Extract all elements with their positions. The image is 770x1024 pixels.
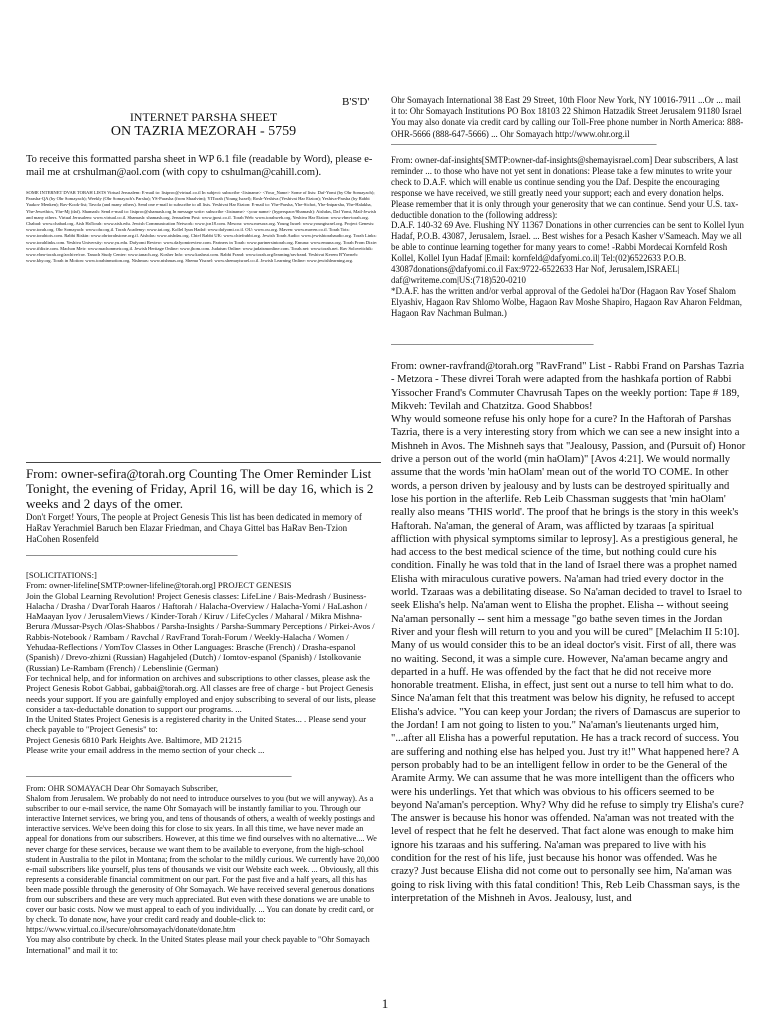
omer-dedication: Don't Forget! Yours, The people at Project Genesis This list has been dedicated in memory of HaRav Yerachmiel Baruch ben Elazar Friedman, and Chaya Gittel bas HaRav Ben-Tzion HaCohen Rosenfeld [26,512,362,544]
ohr-somayach-address: Ohr Somayach International 38 East 29 Street, 10th Floor New York, NY 10016-7911 ...Or ... mail it to: Ohr Somayach Institutions PO Box 18103 22 Shimon Hatzadik Street Jerusalem 91180 Israel You may also donate via credit card by calling our Toll-Free phone number in North America: 888-OHR-5666 (888-647-5666) ... Ohr Somayach http://www.ohr.org.il [391,95,744,139]
divider-line: ___________________________________________________________ [26,768,292,778]
page-number: 1 [381,996,389,1011]
daf-insights-appeal: From: owner-daf-insights[SMTP:owner-daf-insights@shemayisrael.com] Dear subscribers, A last reminder ... to those who have not yet sent in donations: Please take a few minutes to write your check to D.A.F. which will enable us continue sending you the Daf. Despite the encouraging response we have received, we still greatly need your support; each and every donation helps. Please remember that it is only through your generosity that we can continue. Send your U.S. tax-deductible donation to the (following address): D.A.F. 140-32 69 Ave. Flushing NY 11367 Donations in other currencies can be sent to Kollel Iyun Hadaf, P.O.B. 43087, Jerusalem, Israel. ... Best wishes for a Pesach Kasher v'Sameach. May we all be able to continue learning together for many years to come! -Rabbi Mordecai Kornfeld Rosh Kollel, Kollel Iyun Hadaf |Email: kornfeld@dafyomi.co.il| Tel:(02)6522633 P.O.B. 43087donations@dafyomi.co.il Fax:9722-6522633 Har Nof, Jerusalem,ISRAEL| daf@writeme.com|US:(718)520-0210 *D.A.F. has the written and/or verbal approval of the Gedolei ha'Dor (Hagaon Rav Yosef Shalom Elyashiv, Hagaon Rav Shlomo Wolbe, Hagaon Rav Moshe Shapiro, Hagaon Rav Aharon Feldman, Hagaon Rav Nachman Bulman.) [391,155,744,318]
intro-paragraph: To receive this formatted parsha sheet in WP 6.1 file (readable by Word), please e-mail me at crshulman@aol.com (with copy to cshulman@cahill.com). [26,154,373,178]
dvar-torah-lists: SOME INTERNET DVAR TORAH LISTS Virtual Jerusalem: E-mail to: listproc@virtual.co.il In subject: subscribe <listname> <Your_Name> Some of lists: Daf-Yomi (by Ohr Somayach); Parasha-QA (by Ohr Somayach); Weekly (Ohr Somayach's Parsha); YS-Parasha (from Shaalvim); YITorah (Young Israel); Rosh-Yeshiva (Yeshivat Har Etzion); Yeshiva-Parsha (by Rabbi Yaakov Menken); Rav-Kook-list; Tavola (and many others). Send one e-mail to subscribe to all lists. Yeshivat Har Etzion: E-mail to: Yhe-Parsha, Yhe-Sichot, Yhe-Intparsha, Yhe-Halakha, Yhe-Jewethics, Yhe-Mj (daf). Shamash: Send e-mail to: listproc@shamash.org In message write: subscribe <listname> <your name> (hyperspace/Shamash): Aishdas, Daf Yomi, Mail-Jewish and many others. Virtual Jerusalem: www.virtual.co.il. Shamash: shamash.org. Jerusalem Post: www.jpost.co.il. Torah Web: www.torahweb.org. Yeshiva Har Etzion: www.vbm-torah.org. Chabad: www.chabad.org. Aish HaTorah: www.aish.edu. Jewish Communication Network: www.jcn18.com. Mesora: www.mesora.org. Young Israel: www.youngisrael.org. Project Genesis: www.torah.org. Ohr Somayach: www.ohr.org.il. Torah Academy: www.tat.org. Kollel Iyun Hadaf: www.dafyomi.co.il. OU: www.ou.org. Maven: www.maven.co.il. Torah Tots: www.torahtots.com. Rabbi Riskin: www.ohrtorahstone.org.il. Aishdas: www.aishdas.org. Chief Rabbi UK: www.chiefrabbi.org. Jewish Torah Audio: www.jewishtorahaudio.org. Torah Links: www.torahlinks.com. Yeshiva University: www.yu.edu. Dafyomi Review: www.dafyomireview.com. Partners in Torah: www.partnersintorah.org. Emuna: www.emuna.org. Torah From Dixie: www.tfdixie.com. Machon Meir: www.machonmeir.org.il. Jewish Heritage Online: www.jhom.com. Judaism Online: www.judaismonline.com. Torah.net: www.torah.net. Rav Soloveitchik: www.vbm-torah.org/archive/rav. Tanach Study Center: www.tanach.org. Kosher Info: www.kashrut.com. Rabbi Frand: www.torah.org/learning/ravfrand. Yeshivat Kerem B'Yavneh: www.kby.org. Torah in Motion: www.torahinmotion.org. Nishmas: www.nishmas.org. Shema Yisrael: www.shemayisrael.co.il. Jewish Learning Online: www.jewishlearning.org. [26,190,378,264]
rav-frand-article: From: owner-ravfrand@torah.org "RavFrand" List - Rabbi Frand on Parshas Tazria - Metzora - These divrei Torah were adapted from the hashkafa portion of Rabbi Yissocher Frand's Commuter Chavrusah Tapes on the weekly portion: Tape # 189, Mikveh: Tevilah and Chatzitza. Good Shabbos! Why would someone refuse his only hope for a cure? In the Haftorah of Parshas Tazria, there is a very interesting story from which we can see a new insight into a Mishneh in Avos. The Mishneh says that "Jealousy, Passion, and (Pursuit of) Honor drive a person out of the world (min haOlam)" [Avos 4:21]. We would normally assume that the words 'min haOlam' mean out of the world TO COME. In other words, a person driven by jealousy and by lusts can be destroyed spiritually and lose his portion in the afterlife. Reb Leib Chassman suggests that 'min haOlam' really also means 'THIS world'. The proof that he brings is the story in this week's Haftorah. Na'aman, the general of Aram, was afflicted by tzaraas [a spiritual affliction with physical symptoms similar to leprosy]. As a prestigious general, he had access to the best medical science of the time, but nothing could cure his condition. Finally he was told that in the land of Israel there was a prophet named Elisha with miraculous curative powers. Na'aman had tried every doctor in the world. Tzaraas was a debilitating disease. So Na'aman decided to travel to Israel to seek Elisha's help. Na'aman went to Elisha the prophet. Elisha -- without seeing Na'aman personally -- sent him a message "go bathe seven times in the Jordan River and your flesh will return to you and you will be cured" [Melachim II 5:10]. Many of us would consider this to be an ideal doctor's visit. First of all, there was no waiting. Second, it was a simple cure. However, Na'aman became angry and departed in a huff. He was offended by the fact that he did not receive more honorable treatment. Elisha, in effect, just sent out a nurse to tell him what to do. Since Na'aman felt that this treatment was below his dignity, he refused to accept Elisha's advice. "You can keep your Jordan; the rivers of Damascus are superior to the Jordan! I am not going to listen to you." Na'aman's lieutenants urged him, "...after all Elisha has a powerful reputation. He has a track record of success. You are suffering and nothing else has helped you. Just try it!" What happened here? A person probably had to be an intelligent fellow in order to be the General of the Aramite Army. We can assume that he was more intelligent than the officers who were his underlings. Yet that which was obvious to his officers seemed to be beyond Na'aman's perception. Why? Why did he refuse to simply try Elisha's cure? The answer is because his honor was offended. Na'aman was not treated with the level of respect that he felt he deserved. That fact alone was enough to make him ignore his tzaraas and his suffering. Na'aman was prepared to live with his condition for the rest of his life, just because his honor was offended. Was he crazy? Just because Elisha did not come out to personally see him, Na'aman was going to risk living with this fatal condition! This, Reb Leib Chassman says, is the interpretation of the Mishneh in Avos. Jealousy, lust, and [391,361,746,904]
divider-line: _______________________________________________ [26,547,238,557]
project-genesis-solicitation: [SOLICITATIONS:] From: owner-lifeline[SMTP:owner-lifeline@torah.org] PROJECT GENESIS Join the Global Learning Revolution! Project Genesis classes: LifeLine / Bais-Medrash / Business-Halacha / Drasha / DvarTorah Haaros / Haftorah / Halacha-Overview / Halacha-Yomi / HaLashon / HaMaayan Iyov / JerusalemViews / Kinder-Torah / Kiruv / LifeCycles / Maharal / Mikra Mishna-Berura /Mussar-Psych /Olas-Shabbos / Parsha-Insights / Parsha-Summary Perceptions / Pirkei-Avos / Rabbis-Notebook / Rambam / Ravchal / RavFrand Torah-Forum / Weekly-Halacha / Women / Yehudaa-Reflections / YomTov Classes in Other Languages: Brasche (French) / Drasha-espanol (Spanish) / Drevo-zhizni (Russian) Hagahjeled (Dutch) / Iomtov-espanol (Spanish) / Istolkovanie (Russian) Le-Rambam (French) / Lebenslinie (German) For technical help, and for information on archives and subscriptions to other classes, please ask the Project Genesis Robot Gabbai, gabbai@torah.org. All classes are free of charge - but Project Genesis needs your support. If you are gainfully employed and enjoy subscribing to several of our lists, please consider a tax-deductable donation to support our programs. ... In the United States Project Genesis is a registered charity in the United States... . Please send your check payable to "Project Genesis" to: Project Genesis 6810 Park Heights Ave. Baltimore, MD 21215 Please write your email address in the memo section of your check ... [26,570,376,756]
divider-line: ___________________________________________________________ [391,136,657,146]
sheet-subtitle: ON TAZRIA MEZORAH - 5759 [110,124,297,139]
ohr-somayach-appeal: From: OHR SOMAYACH Dear Ohr Somayach Subscriber, Shalom from Jerusalem. We probably do not need to introduce ourselves to you (but we will anyway). As a subscriber to our e-mail service, the name Ohr Somayach will be instantly familiar to you. Through our interactive Internet services, we bring you, and tens of thousands of others, a wealth of weekly postings and interactive services. We've been doing this for close to six years. In all this time, we have never made an appeal for donations from our subscribers. However, at this time we find ourselves with no alternative.... We never charge for these services, because we want them to be available to everyone, from the high-school student in Australia to the pilot in Montana; from the scholar to the mildly curious. We currently have 20,000 e-mail subscribers like yourself, plus tens of thousands we visit our Website each week. ... Obviously, all this represents a considerable financial commitment on our part. For the past five and a half years, all this has been made possible through the generosity of Ohr Somayach. We have received several generous donations from our subscribers and these are very much appreciated. But even with these donations we are unable to cover our basic costs. Now we must appeal to each of you individually. ... You can donate by credit card, or by check. To donate now, have your credit card ready and double-click to: https://www.virtual.co.il/secure/ohrsomayach/donate/donate.htm You may also contribute by check. In the United States please mail your check payable to "Ohr Somayach International" and mail it to: [26,784,380,955]
divider [26,462,381,463]
sheet-title: INTERNET PARSHA SHEET [129,110,278,124]
divider-line: _____________________________________________ [391,336,594,346]
omer-reminder: From: owner-sefira@torah.org Counting The Omer Reminder List Tonight, the evening of Friday, April 16, will be day 16, which is 2 weeks and 2 days of the omer. [26,466,374,511]
bsd-mark: B'S'D' [342,96,370,108]
